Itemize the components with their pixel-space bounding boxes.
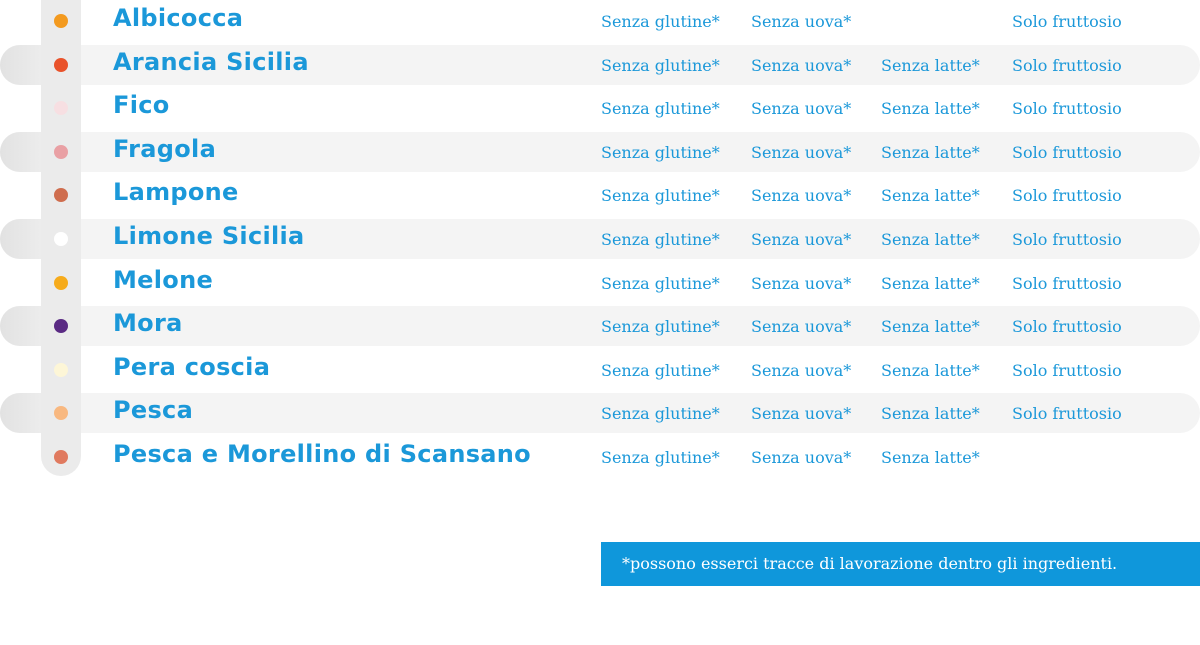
flavor-name: Limone Sicilia (113, 222, 305, 250)
gluten-free-label: Senza glutine* (601, 99, 720, 119)
flavor-row (0, 436, 1200, 479)
egg-free-label: Senza uova* (751, 404, 852, 424)
egg-free-label: Senza uova* (751, 99, 852, 119)
dairy-free-label: Senza latte* (881, 99, 980, 119)
gluten-free-label: Senza glutine* (601, 186, 720, 206)
gluten-free-label: Senza glutine* (601, 12, 720, 31)
egg-free-label: Senza uova* (751, 317, 852, 337)
gluten-free-label: Senza glutine* (601, 317, 720, 337)
flavor-row (0, 174, 1200, 217)
flavor-row (0, 262, 1200, 305)
fructose-only-label: Solo fruttosio (1012, 186, 1122, 206)
egg-free-label: Senza uova* (751, 186, 852, 206)
flavor-color-dot (54, 58, 68, 72)
flavor-color-dot (54, 232, 68, 246)
egg-free-label: Senza uova* (751, 230, 852, 249)
row-stripe-edge (0, 219, 45, 259)
flavor-name: Pesca e Morellino di Scansano (113, 440, 531, 468)
flavor-row (0, 87, 1200, 130)
flavor-row (0, 0, 1200, 43)
dairy-free-label: Senza latte* (881, 448, 980, 467)
row-stripe-edge (0, 306, 45, 346)
flavor-name: Pesca (113, 396, 194, 425)
flavor-name: Arancia Sicilia (113, 47, 309, 76)
flavor-row (0, 131, 1200, 174)
flavor-name: Mora (113, 309, 183, 338)
flavor-name: Melone (113, 265, 214, 294)
row-stripe-edge (0, 132, 45, 172)
fructose-only-label: Solo fruttosio (1012, 404, 1122, 424)
dairy-free-label: Senza latte* (881, 230, 980, 249)
fructose-only-label: Solo fruttosio (1012, 99, 1122, 119)
flavor-color-dot (54, 14, 68, 28)
gluten-free-label: Senza glutine* (601, 55, 720, 75)
egg-free-label: Senza uova* (751, 448, 852, 467)
flavor-row (0, 349, 1200, 392)
gluten-free-label: Senza glutine* (601, 404, 720, 424)
flavor-row (0, 218, 1200, 261)
egg-free-label: Senza uova* (751, 55, 852, 75)
flavor-row (0, 305, 1200, 348)
dairy-free-label: Senza latte* (881, 55, 980, 75)
gluten-free-label: Senza glutine* (601, 448, 720, 467)
flavor-color-dot (54, 145, 68, 159)
fructose-only-label: Solo fruttosio (1012, 142, 1122, 162)
egg-free-label: Senza uova* (751, 273, 852, 293)
dairy-free-label: Senza latte* (881, 186, 980, 206)
egg-free-label: Senza uova* (751, 142, 852, 162)
gluten-free-label: Senza glutine* (601, 142, 720, 162)
row-stripe-edge (0, 393, 45, 433)
flavor-name: Albicocca (113, 4, 244, 32)
row-stripe-edge (0, 45, 45, 85)
flavor-row (0, 392, 1200, 435)
gluten-free-label: Senza glutine* (601, 360, 720, 380)
egg-free-label: Senza uova* (751, 360, 852, 380)
flavor-color-dot (54, 276, 68, 290)
fructose-only-label: Solo fruttosio (1012, 360, 1122, 380)
footnote-banner (601, 542, 1200, 586)
dairy-free-label: Senza latte* (881, 273, 980, 293)
fructose-only-label: Solo fruttosio (1012, 273, 1122, 293)
flavor-name: Fragola (113, 134, 217, 163)
flavor-color-dot (54, 363, 68, 377)
egg-free-label: Senza uova* (751, 12, 852, 31)
dairy-free-label: Senza latte* (881, 360, 980, 380)
dairy-free-label: Senza latte* (881, 317, 980, 337)
fructose-only-label: Solo fruttosio (1012, 230, 1122, 249)
footnote-text: *possono esserci tracce di lavorazione dentro gli ingredienti. (622, 554, 1118, 573)
dairy-free-label: Senza latte* (881, 404, 980, 424)
dairy-free-label: Senza latte* (881, 142, 980, 162)
flavor-row (0, 44, 1200, 87)
fructose-only-label: Solo fruttosio (1012, 12, 1122, 31)
flavor-name: Lampone (113, 178, 239, 207)
flavor-name: Fico (113, 91, 170, 120)
fructose-only-label: Solo fruttosio (1012, 317, 1122, 337)
gluten-free-label: Senza glutine* (601, 230, 720, 249)
flavor-name: Pera coscia (113, 352, 271, 381)
fructose-only-label: Solo fruttosio (1012, 55, 1122, 75)
flavor-color-dot (54, 450, 68, 464)
gluten-free-label: Senza glutine* (601, 273, 720, 293)
